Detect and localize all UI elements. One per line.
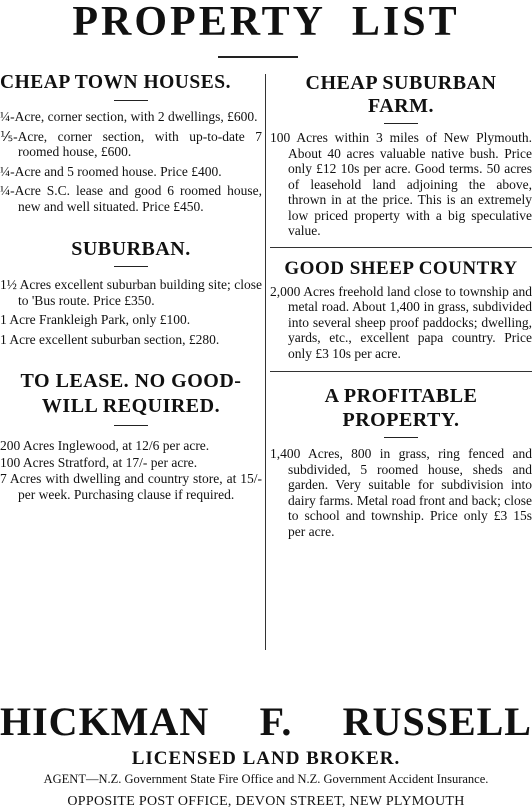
heading-rule [384,437,418,438]
page-title: PROPERTY LIST [72,0,460,45]
heading-rule [384,123,418,124]
broker-initial: F. [259,699,293,744]
section-heading: GOOD SHEEP COUNTRY [284,257,518,279]
section-heading: TO LEASE. NO GOOD-WILL REQUIRED. [20,370,242,417]
listing-item: 7 Acres with dwelling and country store, at 15/- per week. Purchasing clause if required. [0,471,262,502]
left-column [0,72,262,506]
section-heading: SUBURBAN. [71,238,191,260]
heading-rule [114,425,148,426]
section-heading: A PROFITABLE PROPERTY. [324,385,478,431]
listing-item: 1 Acre excellent suburban section, £280. [0,331,220,347]
listing-item: ⅕-Acre, corner section, with up-to-date 7 roomed house, £600. [0,128,262,159]
listing-item: 200 Acres Inglewood, at 12/6 per acre. [0,438,210,453]
broker-name [0,700,532,744]
heading-rule [114,100,148,101]
listing-item: 100 Acres Stratford, at 17/- per acre. [0,454,198,470]
broker-profession: LICENSED LAND BROKER. [131,748,401,769]
section-divider [270,371,532,372]
section-heading: CHEAP SUBURBAN FARM. [305,72,497,117]
section-good-sheep-country [270,258,532,362]
address-line: OPPOSITE POST OFFICE, DEVON STREET, NEW PLYMOUTH [67,794,465,809]
section-heading: CHEAP TOWN HOUSES. [0,72,231,93]
section-profitable-property [270,384,532,539]
broker-last-name: RUSSELL [342,699,532,744]
listing-item: 100 Acres within 3 miles of New Plymouth. About 40 acres valuable native bush. Price only £12 10s per acre. Good terms. 50 acres of leasehold land adjoining the above, thrown in at the price. This is an extremely low priced property with a big speculative value. [270,130,532,238]
listing-item: ¼-Acre S.C. lease and good 6 roomed house, new and well situated. Price £450. [0,183,262,214]
section-cheap-town-houses [0,72,262,214]
right-column [270,72,532,543]
agent-line: AGENT—N.Z. Government State Fire Office and N.Z. Government Accident Insurance. [43,772,489,786]
section-divider [270,247,532,248]
listing-item: ¼-Acre, corner section, with 2 dwellings, £600. [0,109,258,124]
section-cheap-suburban-farm [270,72,532,239]
heading-rule [114,266,148,267]
listing-item: 1½ Acres excellent suburban building site; close to 'Bus route. Price £350. [0,277,262,308]
section-suburban [0,238,262,347]
listing-item: 2,000 Acres freehold land close to township and metal road. About 1,400 in grass, subdivided into several sheep proof paddocks; dwelling, yards, etc., excellent papa country. Price only £3 10s per acre. [270,283,532,361]
column-divider [265,74,266,650]
listing-item: 1 Acre Frankleigh Park, only £100. [0,312,191,327]
listing-item: 1,400 Acres, 800 in grass, ring fenced and subdivided, 5 roomed house, sheds and garden. Very suitable for subdivision into dairy farms. Metal road front and back; close to school and township. Price only £3 15s per acre. [270,446,532,539]
section-to-lease [0,369,262,502]
listing-item: ¼-Acre and 5 roomed house. Price £400. [0,163,222,179]
title-rule [218,56,298,58]
broker-first-name: HICKMAN [0,699,210,744]
